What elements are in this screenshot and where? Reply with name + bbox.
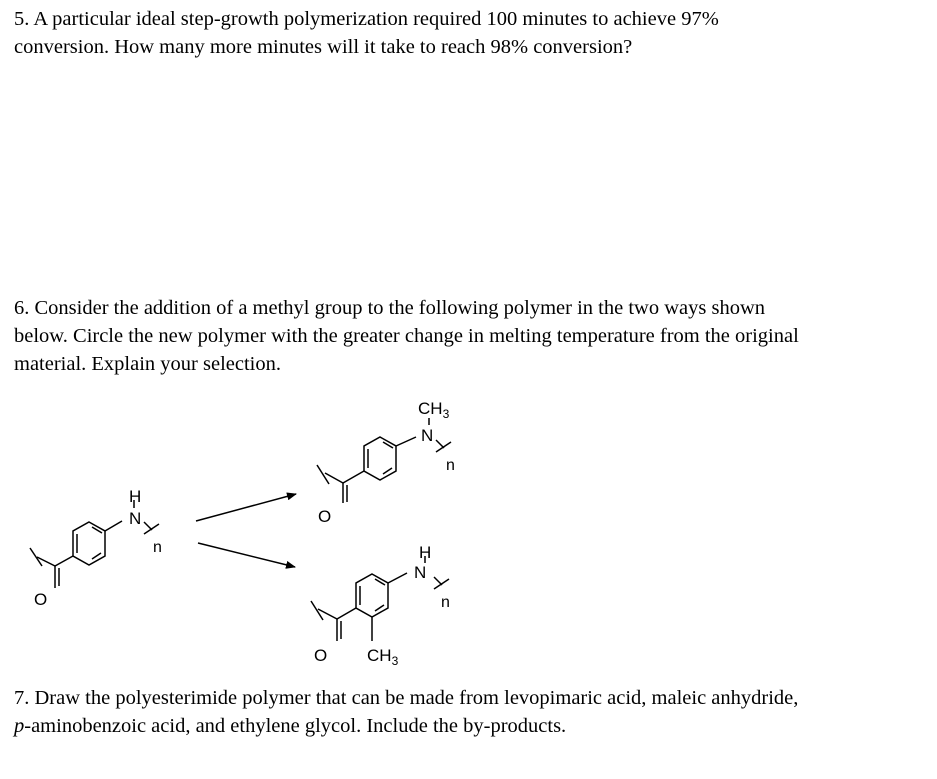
original-oxygen-label: O [34,590,48,609]
question-7-para-prefix: p [14,715,25,737]
original-repeat-subscript: n [153,539,162,556]
bottom-ring-to-nitrogen-bond [388,573,407,583]
question-6-line-3: material. Explain your selection. [14,353,281,375]
arrow-to-top-product [196,494,296,521]
original-ring-to-nitrogen-bond [105,521,122,531]
original-nitrogen-label: N [129,509,142,528]
original-ring-double-bond [92,553,101,559]
question-7 [14,684,924,740]
top-benzene-ring [364,437,396,480]
bottom-hydrogen-label: H [419,543,432,562]
bottom-nitrogen-label: N [414,563,427,582]
question-7-line-2 [14,712,924,740]
bottom-oxygen-label: O [314,646,328,665]
top-nitrogen-label: N [421,426,434,445]
bottom-wavy-end-right [434,579,449,589]
question-5 [14,5,914,61]
question-6-line-2: below. Circle the new polymer with the greater change in melting temperature from the original [14,325,799,347]
question-7-line-2-text: -aminobenzoic acid, and ethylene glycol. Include the by-products. [24,715,567,737]
question-5-line-1: 5. A particular ideal step-growth polymerization required 100 minutes to achieve 97% [14,8,719,30]
question-5-line-2: conversion. How many more minutes will it take to reach 98% conversion? [14,36,633,58]
top-repeat-subscript: n [446,457,455,474]
top-ring-double-bond [383,468,392,474]
bottom-methyl-label: $CH_3$ [367,646,399,668]
top-ring-to-carbonyl-bond [343,471,364,483]
question-6-line-1: 6. Consider the addition of a methyl group to the following polymer in the two ways shown [14,297,765,319]
original-benzene-ring [73,522,105,565]
original-wavy-end-right [144,524,159,534]
question-6 [14,294,924,378]
question-7-line-1: 7. Draw the polyesterimide polymer that can be made from levopimaric acid, maleic anhydride, [14,687,799,709]
top-ring-to-nitrogen-bond [396,437,416,446]
bottom-ring-to-carbonyl-bond [337,608,356,619]
arrow-to-bottom-product [198,543,295,567]
original-hydrogen-label: H [129,487,142,506]
top-oxygen-label: O [318,507,332,526]
bottom-ring-double-bond [375,605,384,611]
top-wavy-end-right [436,442,451,452]
original-ring-to-carbonyl-bond [55,556,73,566]
reaction-scheme [0,390,937,680]
bottom-repeat-subscript: n [441,594,450,611]
bottom-benzene-ring [356,574,388,617]
bottom-product-structure [311,556,449,641]
top-methyl-label: $CH_3$ [418,399,450,421]
original-wavy-end [30,548,42,566]
